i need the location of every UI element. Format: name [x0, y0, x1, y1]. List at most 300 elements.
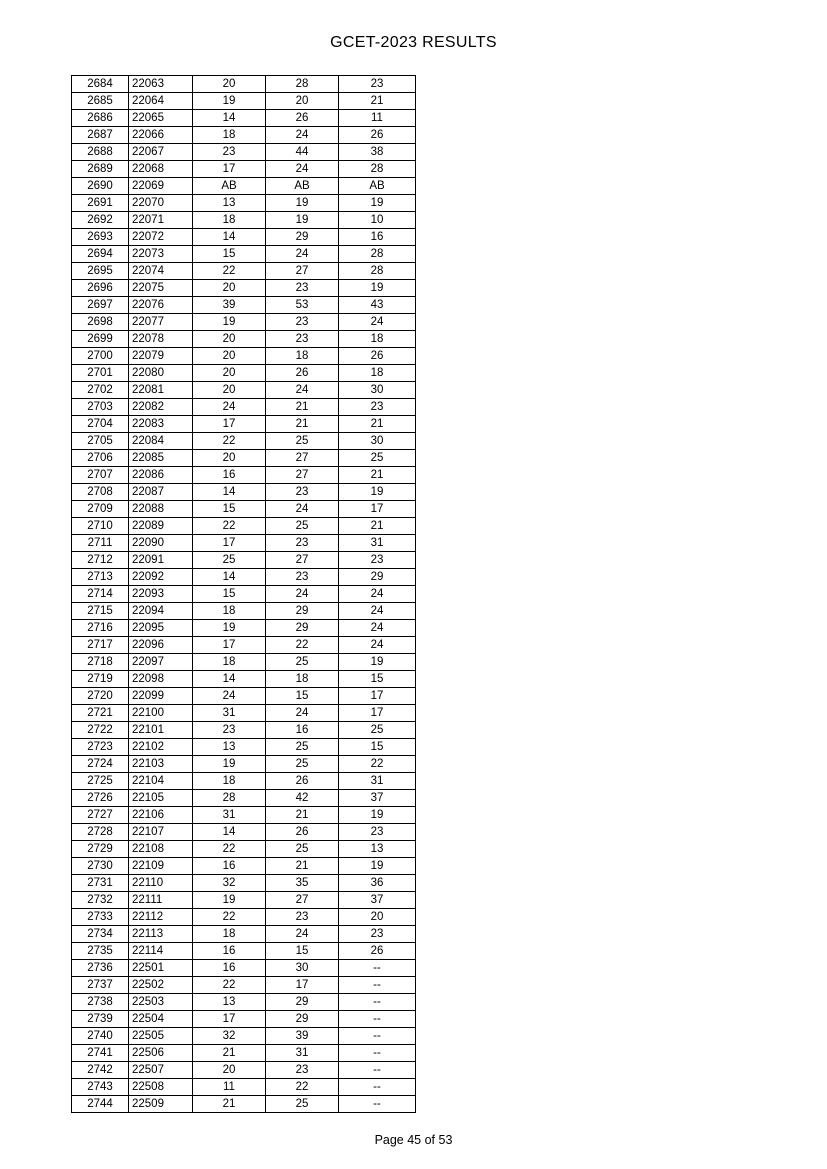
score-cell: 15 — [339, 739, 416, 756]
score-cell: 21 — [339, 518, 416, 535]
score-cell: 18 — [193, 654, 266, 671]
score-cell: 21 — [339, 467, 416, 484]
serial-number-cell: 2738 — [72, 994, 129, 1011]
score-cell: 10 — [339, 212, 416, 229]
score-cell: 17 — [193, 416, 266, 433]
roll-number-cell: 22068 — [129, 161, 193, 178]
score-cell: 16 — [193, 943, 266, 960]
score-cell: -- — [339, 977, 416, 994]
roll-number-cell: 22107 — [129, 824, 193, 841]
score-cell: 23 — [266, 1062, 339, 1079]
serial-number-cell: 2692 — [72, 212, 129, 229]
score-cell: 21 — [339, 93, 416, 110]
table-row — [72, 620, 416, 637]
score-cell: 16 — [266, 722, 339, 739]
score-cell: 42 — [266, 790, 339, 807]
roll-number-cell: 22069 — [129, 178, 193, 195]
roll-number-cell: 22506 — [129, 1045, 193, 1062]
score-cell: 17 — [266, 977, 339, 994]
roll-number-cell: 22102 — [129, 739, 193, 756]
score-cell: 19 — [339, 484, 416, 501]
table-row — [72, 892, 416, 909]
serial-number-cell: 2706 — [72, 450, 129, 467]
roll-number-cell: 22109 — [129, 858, 193, 875]
roll-number-cell: 22111 — [129, 892, 193, 909]
table-row — [72, 637, 416, 654]
score-cell: 20 — [193, 348, 266, 365]
page-title: GCET-2023 RESULTS — [330, 34, 497, 51]
table-row — [72, 654, 416, 671]
score-cell: 27 — [266, 450, 339, 467]
serial-number-cell: 2701 — [72, 365, 129, 382]
roll-number-cell: 22089 — [129, 518, 193, 535]
score-cell: -- — [339, 994, 416, 1011]
score-cell: 19 — [193, 756, 266, 773]
serial-number-cell: 2694 — [72, 246, 129, 263]
serial-number-cell: 2700 — [72, 348, 129, 365]
table-row — [72, 93, 416, 110]
score-cell: 18 — [266, 671, 339, 688]
score-cell: 21 — [266, 807, 339, 824]
score-cell: 24 — [266, 161, 339, 178]
roll-number-cell: 22508 — [129, 1079, 193, 1096]
table-row — [72, 1045, 416, 1062]
score-cell: 23 — [339, 926, 416, 943]
score-cell: 13 — [193, 739, 266, 756]
score-cell: 25 — [266, 518, 339, 535]
score-cell: 27 — [266, 263, 339, 280]
roll-number-cell: 22080 — [129, 365, 193, 382]
score-cell: 16 — [339, 229, 416, 246]
serial-number-cell: 2717 — [72, 637, 129, 654]
roll-number-cell: 22077 — [129, 314, 193, 331]
roll-number-cell: 22087 — [129, 484, 193, 501]
table-row — [72, 195, 416, 212]
score-cell: 23 — [266, 314, 339, 331]
score-cell: 22 — [193, 977, 266, 994]
serial-number-cell: 2716 — [72, 620, 129, 637]
roll-number-cell: 22067 — [129, 144, 193, 161]
roll-number-cell: 22097 — [129, 654, 193, 671]
score-cell: 30 — [266, 960, 339, 977]
score-cell: 28 — [339, 246, 416, 263]
table-row — [72, 76, 416, 93]
score-cell: 11 — [339, 110, 416, 127]
serial-number-cell: 2714 — [72, 586, 129, 603]
serial-number-cell: 2685 — [72, 93, 129, 110]
score-cell: 20 — [266, 93, 339, 110]
table-row — [72, 297, 416, 314]
score-cell: 24 — [266, 127, 339, 144]
table-row — [72, 518, 416, 535]
score-cell: 22 — [193, 909, 266, 926]
score-cell: 14 — [193, 569, 266, 586]
table-row — [72, 858, 416, 875]
table-row — [72, 382, 416, 399]
score-cell: 19 — [339, 280, 416, 297]
score-cell: 25 — [266, 433, 339, 450]
score-cell: 26 — [339, 127, 416, 144]
score-cell: 23 — [266, 331, 339, 348]
serial-number-cell: 2709 — [72, 501, 129, 518]
table-row — [72, 280, 416, 297]
roll-number-cell: 22504 — [129, 1011, 193, 1028]
serial-number-cell: 2737 — [72, 977, 129, 994]
table-row — [72, 603, 416, 620]
score-cell: 22 — [193, 263, 266, 280]
serial-number-cell: 2719 — [72, 671, 129, 688]
serial-number-cell: 2730 — [72, 858, 129, 875]
score-cell: 24 — [266, 926, 339, 943]
serial-number-cell: 2690 — [72, 178, 129, 195]
score-cell: 18 — [266, 348, 339, 365]
table-row — [72, 161, 416, 178]
score-cell: 31 — [266, 1045, 339, 1062]
score-cell: 22 — [339, 756, 416, 773]
table-row — [72, 484, 416, 501]
roll-number-cell: 22071 — [129, 212, 193, 229]
score-cell: 24 — [266, 705, 339, 722]
score-cell: 19 — [266, 195, 339, 212]
table-row — [72, 824, 416, 841]
serial-number-cell: 2711 — [72, 535, 129, 552]
score-cell: 14 — [193, 484, 266, 501]
score-cell: 23 — [266, 535, 339, 552]
serial-number-cell: 2729 — [72, 841, 129, 858]
score-cell: 27 — [266, 467, 339, 484]
score-cell: 28 — [193, 790, 266, 807]
serial-number-cell: 2728 — [72, 824, 129, 841]
score-cell: 19 — [193, 93, 266, 110]
score-cell: 53 — [266, 297, 339, 314]
score-cell: 21 — [193, 1045, 266, 1062]
table-row — [72, 416, 416, 433]
roll-number-cell: 22096 — [129, 637, 193, 654]
table-row — [72, 433, 416, 450]
score-cell: 24 — [193, 688, 266, 705]
roll-number-cell: 22063 — [129, 76, 193, 93]
serial-number-cell: 2735 — [72, 943, 129, 960]
score-cell: 17 — [339, 705, 416, 722]
score-cell: 24 — [193, 399, 266, 416]
score-cell: 26 — [266, 773, 339, 790]
score-cell: 26 — [266, 824, 339, 841]
serial-number-cell: 2731 — [72, 875, 129, 892]
table-row — [72, 450, 416, 467]
table-row — [72, 110, 416, 127]
score-cell: 39 — [266, 1028, 339, 1045]
score-cell: 14 — [193, 671, 266, 688]
score-cell: 29 — [266, 994, 339, 1011]
serial-number-cell: 2691 — [72, 195, 129, 212]
table-row — [72, 1028, 416, 1045]
roll-number-cell: 22070 — [129, 195, 193, 212]
table-row — [72, 467, 416, 484]
score-cell: 35 — [266, 875, 339, 892]
table-row — [72, 722, 416, 739]
page-number: Page 45 of 53 — [374, 1133, 453, 1147]
roll-number-cell: 22106 — [129, 807, 193, 824]
score-cell: 20 — [193, 450, 266, 467]
roll-number-cell: 22073 — [129, 246, 193, 263]
score-cell: 23 — [339, 399, 416, 416]
serial-number-cell: 2699 — [72, 331, 129, 348]
table-row — [72, 773, 416, 790]
serial-number-cell: 2715 — [72, 603, 129, 620]
score-cell: AB — [266, 178, 339, 195]
score-cell: 24 — [339, 314, 416, 331]
score-cell: 23 — [266, 280, 339, 297]
serial-number-cell: 2696 — [72, 280, 129, 297]
score-cell: 30 — [339, 382, 416, 399]
table-row — [72, 807, 416, 824]
table-row — [72, 348, 416, 365]
score-cell: 19 — [339, 807, 416, 824]
table-row — [72, 977, 416, 994]
table-row — [72, 1079, 416, 1096]
roll-number-cell: 22074 — [129, 263, 193, 280]
score-cell: 31 — [193, 705, 266, 722]
serial-number-cell: 2724 — [72, 756, 129, 773]
table-row — [72, 331, 416, 348]
score-cell: 31 — [193, 807, 266, 824]
score-cell: -- — [339, 1079, 416, 1096]
score-cell: 17 — [339, 688, 416, 705]
serial-number-cell: 2688 — [72, 144, 129, 161]
score-cell: 16 — [193, 467, 266, 484]
score-cell: 21 — [193, 1096, 266, 1113]
table-row — [72, 960, 416, 977]
serial-number-cell: 2686 — [72, 110, 129, 127]
score-cell: 43 — [339, 297, 416, 314]
score-cell: 18 — [193, 603, 266, 620]
score-cell: 29 — [266, 229, 339, 246]
score-cell: 24 — [266, 501, 339, 518]
roll-number-cell: 22505 — [129, 1028, 193, 1045]
roll-number-cell: 22502 — [129, 977, 193, 994]
score-cell: 23 — [339, 552, 416, 569]
serial-number-cell: 2703 — [72, 399, 129, 416]
score-cell: 37 — [339, 892, 416, 909]
roll-number-cell: 22064 — [129, 93, 193, 110]
table-row — [72, 1096, 416, 1113]
serial-number-cell: 2721 — [72, 705, 129, 722]
score-cell: 19 — [193, 892, 266, 909]
score-cell: 29 — [266, 603, 339, 620]
score-cell: 17 — [193, 637, 266, 654]
score-cell: AB — [339, 178, 416, 195]
serial-number-cell: 2740 — [72, 1028, 129, 1045]
roll-number-cell: 22093 — [129, 586, 193, 603]
table-row — [72, 926, 416, 943]
score-cell: 20 — [193, 365, 266, 382]
roll-number-cell: 22095 — [129, 620, 193, 637]
serial-number-cell: 2689 — [72, 161, 129, 178]
score-cell: 25 — [266, 1096, 339, 1113]
score-cell: 21 — [339, 416, 416, 433]
roll-number-cell: 22078 — [129, 331, 193, 348]
table-row — [72, 569, 416, 586]
roll-number-cell: 22082 — [129, 399, 193, 416]
score-cell: 28 — [339, 263, 416, 280]
roll-number-cell: 22075 — [129, 280, 193, 297]
serial-number-cell: 2707 — [72, 467, 129, 484]
score-cell: 19 — [193, 620, 266, 637]
table-row — [72, 246, 416, 263]
score-cell: 15 — [193, 246, 266, 263]
score-cell: 20 — [193, 331, 266, 348]
table-row — [72, 739, 416, 756]
score-cell: 20 — [193, 382, 266, 399]
table-row — [72, 756, 416, 773]
table-row — [72, 535, 416, 552]
table-row — [72, 178, 416, 195]
score-cell: 39 — [193, 297, 266, 314]
table-row — [72, 501, 416, 518]
roll-number-cell: 22065 — [129, 110, 193, 127]
score-cell: 17 — [193, 1011, 266, 1028]
score-cell: 16 — [193, 858, 266, 875]
score-cell: 19 — [193, 314, 266, 331]
serial-number-cell: 2734 — [72, 926, 129, 943]
serial-number-cell: 2739 — [72, 1011, 129, 1028]
roll-number-cell: 22100 — [129, 705, 193, 722]
roll-number-cell: 22079 — [129, 348, 193, 365]
score-cell: 22 — [266, 1079, 339, 1096]
score-cell: 24 — [266, 246, 339, 263]
results-table — [71, 75, 416, 1113]
score-cell: 13 — [193, 195, 266, 212]
serial-number-cell: 2695 — [72, 263, 129, 280]
roll-number-cell: 22072 — [129, 229, 193, 246]
serial-number-cell: 2725 — [72, 773, 129, 790]
table-row — [72, 127, 416, 144]
serial-number-cell: 2741 — [72, 1045, 129, 1062]
score-cell: 38 — [339, 144, 416, 161]
table-row — [72, 688, 416, 705]
roll-number-cell: 22104 — [129, 773, 193, 790]
table-row — [72, 1011, 416, 1028]
table-row — [72, 943, 416, 960]
score-cell: 13 — [339, 841, 416, 858]
serial-number-cell: 2710 — [72, 518, 129, 535]
score-cell: 15 — [193, 586, 266, 603]
roll-number-cell: 22105 — [129, 790, 193, 807]
score-cell: 20 — [339, 909, 416, 926]
score-cell: 25 — [193, 552, 266, 569]
roll-number-cell: 22098 — [129, 671, 193, 688]
score-cell: 21 — [266, 399, 339, 416]
score-cell: 18 — [193, 127, 266, 144]
score-cell: 14 — [193, 110, 266, 127]
roll-number-cell: 22112 — [129, 909, 193, 926]
score-cell: -- — [339, 1028, 416, 1045]
roll-number-cell: 22085 — [129, 450, 193, 467]
score-cell: 44 — [266, 144, 339, 161]
score-cell: 24 — [266, 382, 339, 399]
table-row — [72, 552, 416, 569]
score-cell: 20 — [193, 1062, 266, 1079]
score-cell: 18 — [339, 331, 416, 348]
score-cell: -- — [339, 1045, 416, 1062]
table-row — [72, 314, 416, 331]
table-row — [72, 586, 416, 603]
serial-number-cell: 2723 — [72, 739, 129, 756]
roll-number-cell: 22094 — [129, 603, 193, 620]
table-row — [72, 212, 416, 229]
score-cell: 18 — [193, 926, 266, 943]
score-cell: 25 — [266, 841, 339, 858]
score-cell: -- — [339, 960, 416, 977]
table-row — [72, 790, 416, 807]
score-cell: 17 — [193, 535, 266, 552]
serial-number-cell: 2718 — [72, 654, 129, 671]
roll-number-cell: 22086 — [129, 467, 193, 484]
table-row — [72, 144, 416, 161]
table-row — [72, 229, 416, 246]
serial-number-cell: 2705 — [72, 433, 129, 450]
score-cell: 24 — [266, 586, 339, 603]
score-cell: 14 — [193, 824, 266, 841]
serial-number-cell: 2742 — [72, 1062, 129, 1079]
score-cell: 27 — [266, 892, 339, 909]
score-cell: 16 — [193, 960, 266, 977]
table-row — [72, 841, 416, 858]
roll-number-cell: 22092 — [129, 569, 193, 586]
score-cell: 24 — [339, 637, 416, 654]
score-cell: 36 — [339, 875, 416, 892]
score-cell: 17 — [193, 161, 266, 178]
serial-number-cell: 2736 — [72, 960, 129, 977]
serial-number-cell: 2733 — [72, 909, 129, 926]
score-cell: 26 — [266, 365, 339, 382]
score-cell: 31 — [339, 773, 416, 790]
score-cell: 18 — [193, 773, 266, 790]
score-cell: 26 — [339, 348, 416, 365]
score-cell: 29 — [266, 1011, 339, 1028]
serial-number-cell: 2713 — [72, 569, 129, 586]
score-cell: 29 — [266, 620, 339, 637]
score-cell: 19 — [339, 195, 416, 212]
score-cell: 25 — [266, 654, 339, 671]
serial-number-cell: 2697 — [72, 297, 129, 314]
score-cell: 18 — [193, 212, 266, 229]
score-cell: 19 — [339, 858, 416, 875]
score-cell: 22 — [193, 841, 266, 858]
score-cell: 23 — [193, 722, 266, 739]
roll-number-cell: 22108 — [129, 841, 193, 858]
serial-number-cell: 2722 — [72, 722, 129, 739]
table-row — [72, 909, 416, 926]
score-cell: 25 — [339, 450, 416, 467]
score-cell: 22 — [266, 637, 339, 654]
table-row — [72, 671, 416, 688]
score-cell: 21 — [266, 416, 339, 433]
score-cell: 24 — [339, 603, 416, 620]
score-cell: 26 — [266, 110, 339, 127]
roll-number-cell: 22076 — [129, 297, 193, 314]
serial-number-cell: 2708 — [72, 484, 129, 501]
roll-number-cell: 22081 — [129, 382, 193, 399]
score-cell: 24 — [339, 620, 416, 637]
score-cell: 15 — [266, 688, 339, 705]
score-cell: 22 — [193, 433, 266, 450]
score-cell: 25 — [339, 722, 416, 739]
roll-number-cell: 22507 — [129, 1062, 193, 1079]
score-cell: 20 — [193, 76, 266, 93]
score-cell: 19 — [339, 654, 416, 671]
score-cell: 28 — [266, 76, 339, 93]
